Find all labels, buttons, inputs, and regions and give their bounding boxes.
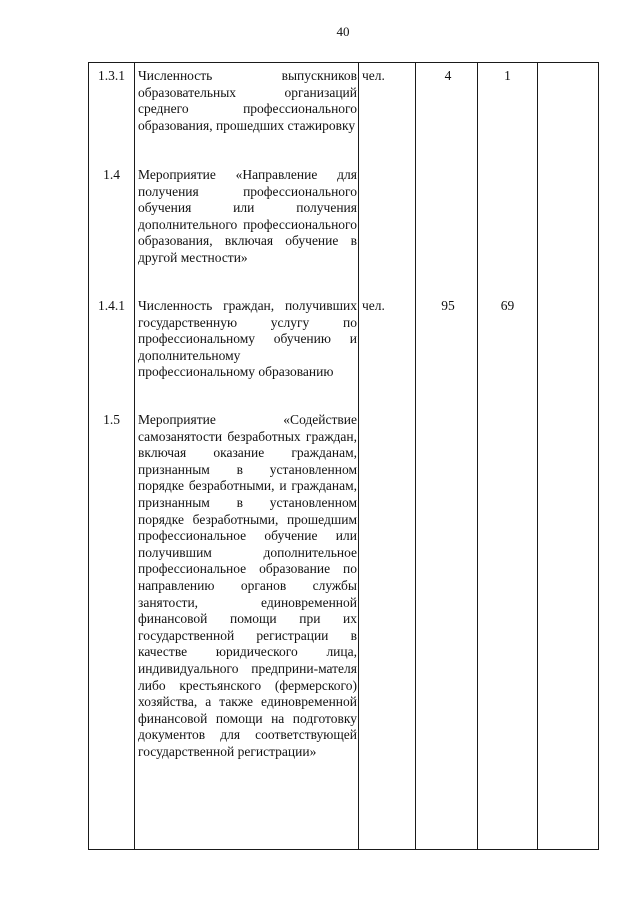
column-divider (134, 63, 135, 849)
column-divider (358, 63, 359, 849)
column-divider (477, 63, 478, 849)
row-number: 1.4.1 (98, 298, 125, 313)
indicators-table (88, 62, 599, 850)
page-number: 40 (336, 24, 350, 39)
row-number: 1.3.1 (98, 68, 125, 83)
row-value-2: 1 (504, 68, 511, 83)
row-name: Численность выпускников образовательных организаций среднего профессионального образования, прошедших стажировку (138, 68, 357, 133)
column-divider (537, 63, 538, 849)
row-name: Мероприятие «Содействие самозанятости безработных граждан, включая оказание гражданам, признанным в установленном порядке безработными, и гражданам, признанным в установленном порядке безработными, прошедшим профессиональное обучение или получившим дополнительное профессиональное образование по направлению органов службы занятости, единовременной финансовой помощи при их государственной регистрации в качестве юридического лица, индивидуального предприни-мателя либо крестьянского (фермерского) хозяйства, а также единовременной финансовой помощи на подготовку документов для соответствующей государственной регистрации» (138, 412, 357, 759)
row-unit: чел. (362, 298, 385, 313)
column-divider (415, 63, 416, 849)
row-name: Мероприятие «Направление для получения профессионального обучения или получения дополнительного профессионального образования, включая обучение в другой местности» (138, 167, 357, 265)
row-value-1: 4 (444, 68, 452, 83)
row-number: 1.5 (103, 412, 120, 427)
row-name: Численность граждан, получивших государственную услугу по профессиональному обучению и дополнительному профессиональному образованию (138, 298, 357, 380)
row-number: 1.4 (103, 167, 120, 182)
row-unit: чел. (362, 68, 385, 83)
row-value-2: 69 (500, 298, 515, 313)
row-value-1: 95 (441, 298, 455, 313)
